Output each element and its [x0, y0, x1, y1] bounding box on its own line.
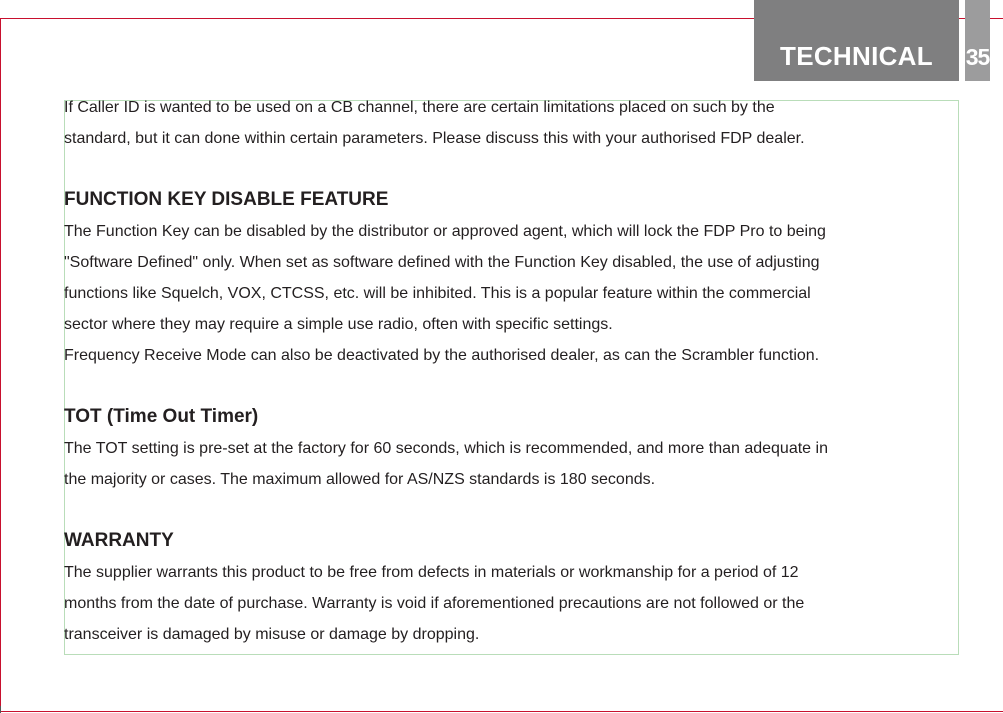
- body-line: standard, but it can done within certain parameters. Please discuss this with your authorised FDP dealer.: [64, 130, 805, 147]
- left-rule: [0, 18, 1, 712]
- page-body: [64, 92, 984, 650]
- body-line: The Function Key can be disabled by the distributor or approved agent, which will lock the FDP Pro to being: [64, 223, 826, 240]
- body-line: The supplier warrants this product to be free from defects in materials or workmanship for a period of 12: [64, 564, 799, 581]
- section-label: TECHNICAL: [780, 41, 933, 71]
- spacer: [64, 371, 984, 401]
- section-heading-function-key: FUNCTION KEY DISABLE FEATURE: [64, 189, 389, 210]
- body-line: months from the date of purchase. Warranty is void if aforementioned precautions are not followed or the: [64, 595, 805, 612]
- body-line: The TOT setting is pre-set at the factory for 60 seconds, which is recommended, and more than adequate in: [64, 440, 828, 457]
- body-line: functions like Squelch, VOX, CTCSS, etc. will be inhibited. This is a popular feature within the commercial: [64, 285, 811, 302]
- section-heading-warranty: WARRANTY: [64, 530, 174, 551]
- section-heading-tot: TOT (Time Out Timer): [64, 406, 259, 427]
- body-line: Frequency Receive Mode can also be deactivated by the authorised dealer, as can the Scrambler function.: [64, 347, 820, 364]
- page-number: 35: [965, 44, 990, 70]
- crop-mark: [0, 706, 1, 713]
- section-tab: [754, 0, 959, 81]
- spacer: [64, 495, 984, 525]
- body-line: the majority or cases. The maximum allowed for AS/NZS standards is 180 seconds.: [64, 471, 656, 488]
- body-line: If Caller ID is wanted to be used on a CB channel, there are certain limitations placed on such by the: [64, 99, 775, 116]
- body-line: transceiver is damaged by misuse or damage by dropping.: [64, 626, 480, 643]
- spacer: [64, 154, 984, 184]
- body-line: "Software Defined" only. When set as software defined with the Function Key disabled, the use of adjusting: [64, 254, 820, 271]
- bottom-rule: [0, 711, 1003, 712]
- body-line: sector where they may require a simple use radio, often with specific settings.: [64, 316, 613, 333]
- page-number-tab: [965, 0, 990, 81]
